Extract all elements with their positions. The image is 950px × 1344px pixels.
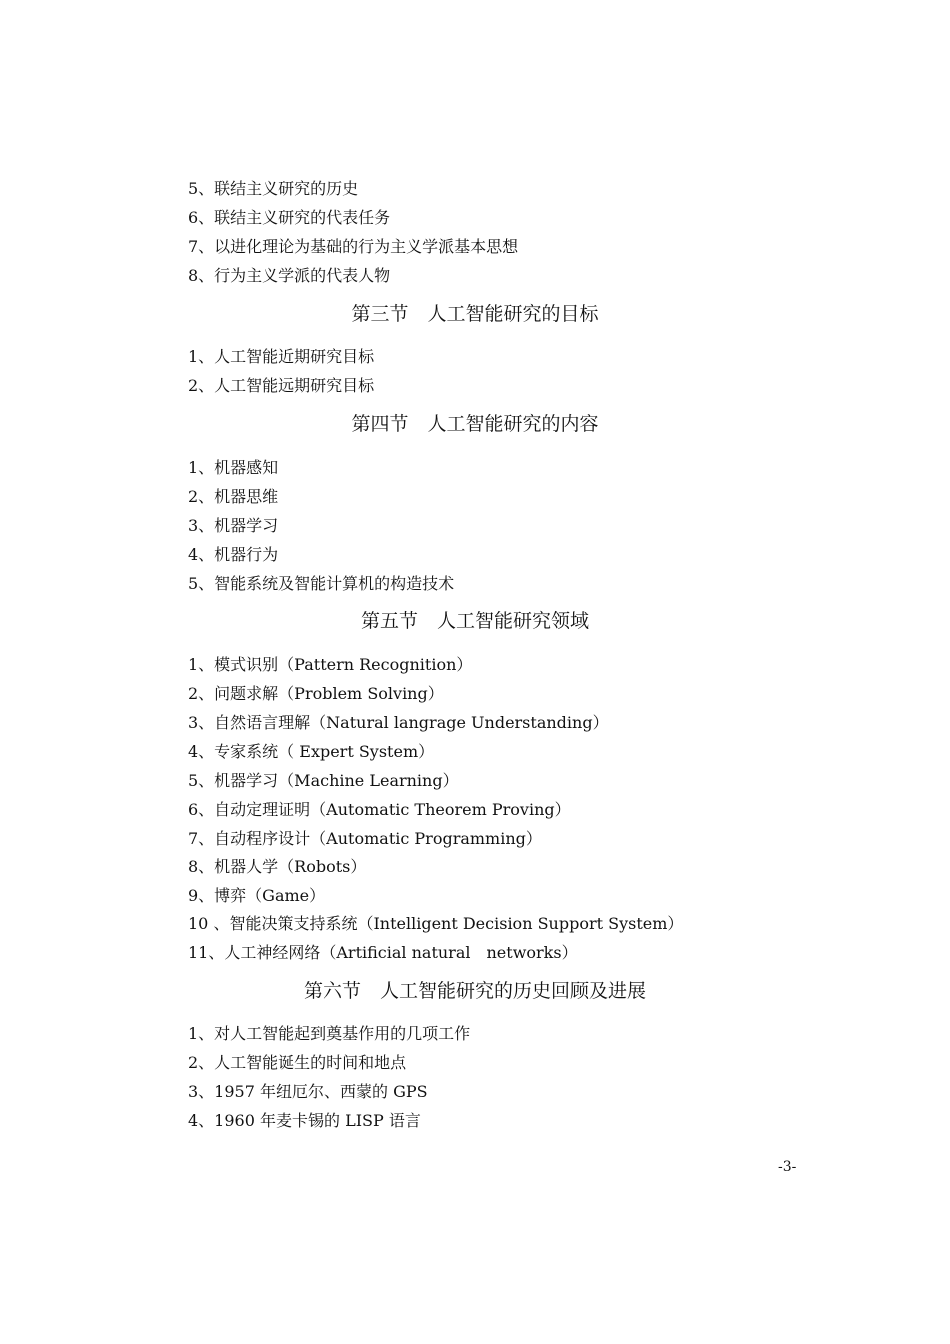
list-item: 9、博弈（Game） [188, 886, 326, 905]
list-item: 2、机器思维 [188, 487, 279, 506]
list-item: 6、联结主义研究的代表任务 [188, 208, 391, 227]
list-item: 6、自动定理证明（Automatic Theorem Proving） [188, 800, 571, 819]
list-item: 4、1960 年麦卡锡的 LISP 语言 [188, 1111, 421, 1130]
list-item: 7、自动程序设计（Automatic Programming） [188, 829, 542, 848]
list-item: 11、人工神经网络（Artificial natural networks） [188, 943, 578, 962]
list-item: 3、自然语言理解（Natural langrage Understanding） [188, 713, 609, 732]
list-item: 1、对人工智能起到奠基作用的几项工作 [188, 1024, 471, 1043]
list-item: 3、机器学习 [188, 516, 279, 535]
list-item: 5、联结主义研究的历史 [188, 179, 359, 198]
list-item: 8、机器人学（Robots） [188, 857, 367, 876]
list-item: 2、问题求解（Problem Solving） [188, 684, 444, 703]
list-item: 8、行为主义学派的代表人物 [188, 266, 391, 285]
list-item: 4、机器行为 [188, 545, 279, 564]
section-heading: 第五节 人工智能研究领域 [360, 610, 589, 632]
list-item: 5、机器学习（Machine Learning） [188, 771, 459, 790]
list-item: 7、以进化理论为基础的行为主义学派基本思想 [188, 237, 519, 256]
list-item: 5、智能系统及智能计算机的构造技术 [188, 574, 455, 593]
list-item: 10 、智能决策支持系统（Intelligent Decision Support System） [188, 914, 684, 933]
list-item: 4、专家系统（ Expert System） [188, 742, 435, 761]
list-item: 3、1957 年纽厄尔、西蒙的 GPS [188, 1082, 428, 1101]
section-heading: 第四节 人工智能研究的内容 [351, 413, 599, 435]
section-heading: 第三节 人工智能研究的目标 [351, 303, 599, 325]
list-item: 1、机器感知 [188, 458, 279, 477]
list-item: 2、人工智能远期研究目标 [188, 376, 375, 395]
section-heading: 第六节 人工智能研究的历史回顾及进展 [303, 980, 646, 1002]
list-item: 1、模式识别（Pattern Recognition） [188, 655, 473, 674]
list-item: 2、人工智能诞生的时间和地点 [188, 1053, 407, 1072]
page-number: -3- [778, 1159, 797, 1175]
list-item: 1、人工智能近期研究目标 [188, 347, 375, 366]
